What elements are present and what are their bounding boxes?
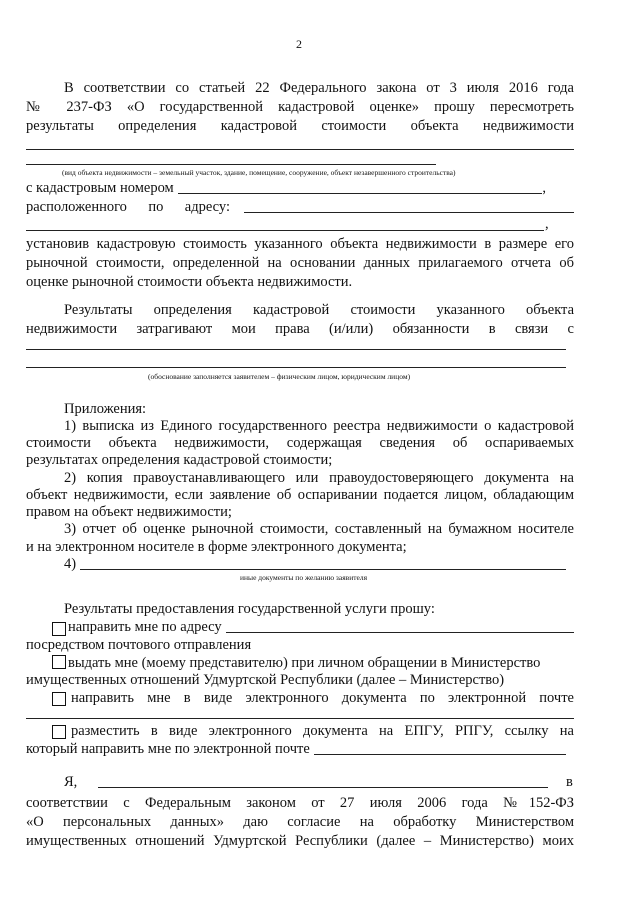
delivery-mail-label: направить мне по адресу — [68, 619, 222, 635]
delivery-option-mail-row — [52, 619, 574, 636]
attachment-1-line-2: стоимости объекта недвижимости, содержащая сведения об оспариваемых — [26, 435, 574, 451]
consent-i: Я, — [64, 774, 78, 790]
delivery-email-checkbox[interactable] — [52, 692, 66, 706]
delivery-portal-email-field[interactable] — [314, 754, 566, 755]
delivery-title: Результаты предоставления государственной услуги прошу: — [64, 601, 435, 617]
attachment-1-line-3: результатах определения кадастровой стоимости; — [26, 452, 333, 468]
attachment-3-line-2: и на электронном носителе в форме электронного документа; — [26, 539, 407, 555]
intro-line-3: результаты определения кадастровой стоимости объекта недвижимости — [26, 118, 574, 134]
attachment-4-field[interactable] — [80, 569, 566, 570]
intro-line-2: № 237-ФЗ «О государственной кадастровой оценке» прошу пересмотреть — [26, 99, 574, 115]
attachment-2-line-1: 2) копия правоустанавливающего или правоудостоверяющего документа на — [64, 470, 574, 486]
delivery-portal-label-2: который направить мне по электронной почте — [26, 741, 310, 757]
delivery-personal-label-1: выдать мне (моему представителю) при личном обращении в Министерство — [68, 655, 541, 671]
consent-line-4: имущественных отношений Удмуртской Республики (далее – Министерство) моих — [26, 833, 574, 849]
p3-line-1: Результаты определения кадастровой стоимости указанного объекта — [64, 302, 574, 318]
cadastral-number-label: с кадастровым номером — [26, 180, 174, 196]
delivery-option-portal-row — [52, 723, 574, 740]
object-type-line-1[interactable] — [26, 149, 574, 150]
delivery-portal-label-1: разместить в виде электронного документа на ЕПГУ, РПГУ, ссылку на — [71, 723, 574, 739]
delivery-mail-checkbox[interactable] — [52, 622, 66, 636]
p2-line-3: оценке рыночной стоимости объекта недвижимости. — [26, 274, 353, 290]
p2-line-2: рыночной стоимости, определенной на основании данных прилагаемого отчета об — [26, 255, 574, 271]
delivery-portal-row-2 — [26, 741, 566, 758]
delivery-option-email-row — [52, 690, 574, 707]
delivery-mail-sub: посредством почтового отправления — [26, 637, 252, 653]
hint-other-docs: иные документы по желанию заявителя — [240, 573, 368, 582]
consent-line-3: «О персональных данных» даю согласие на обработку Министерством — [26, 814, 574, 830]
attachment-2-line-2: объект недвижимости, если заявление об оспаривании подается лицом, обладающим — [26, 487, 574, 503]
delivery-personal-checkbox[interactable] — [52, 655, 66, 669]
delivery-option-personal-row — [52, 655, 574, 672]
address-field-line-1[interactable] — [244, 212, 574, 213]
attachment-4-label: 4) — [64, 556, 77, 572]
attachment-2-line-3: правом на объект недвижимости; — [26, 504, 232, 520]
page-number: 2 — [296, 37, 302, 51]
consent-v: в — [566, 774, 573, 790]
delivery-email-field[interactable] — [26, 718, 574, 719]
delivery-mail-address-field[interactable] — [226, 632, 574, 633]
address-label: расположенного по адресу: — [26, 199, 230, 215]
p3-line-2: недвижимости затрагивают мои права (и/или) обязанности в связи с — [26, 321, 574, 337]
hint-justification: (обоснование заполняется заявителем – физическим лицом, юридическим лицом) — [148, 372, 411, 381]
cadastral-number-field[interactable] — [178, 193, 543, 194]
justification-line-1[interactable] — [26, 349, 566, 350]
delivery-email-label: направить мне в виде электронного документа по электронной почте — [71, 690, 574, 706]
hint-object-type: (вид объекта недвижимости – земельный участок, здание, помещение, сооружение, объект незавершенного строительства) — [62, 168, 456, 177]
attachments-title: Приложения: — [64, 401, 147, 417]
object-type-line-2[interactable] — [26, 164, 436, 165]
attachment-1-line-1: 1) выписка из Единого государственного реестра недвижимости о кадастровой — [64, 418, 574, 434]
delivery-portal-checkbox[interactable] — [52, 725, 66, 739]
consent-name-field[interactable] — [98, 787, 548, 788]
intro-line-1: В соответствии со статьей 22 Федерального закона от 3 июля 2016 года — [64, 80, 574, 96]
p2-line-1: установив кадастровую стоимость указанного объекта недвижимости в размере его — [26, 236, 574, 252]
delivery-personal-label-2: имущественных отношений Удмуртской Республики (далее – Министерство) — [26, 672, 505, 688]
cadastral-number-row: с кадастровым номером , — [26, 180, 546, 196]
consent-line-2: соответствии с Федеральным законом от 27 июля 2006 года №152-ФЗ — [26, 795, 574, 811]
justification-line-2[interactable] — [26, 367, 566, 368]
address-field-line-2[interactable] — [26, 230, 544, 231]
attachment-3-line-1: 3) отчет об оценке рыночной стоимости, составленный на бумажном носителе — [64, 521, 574, 537]
